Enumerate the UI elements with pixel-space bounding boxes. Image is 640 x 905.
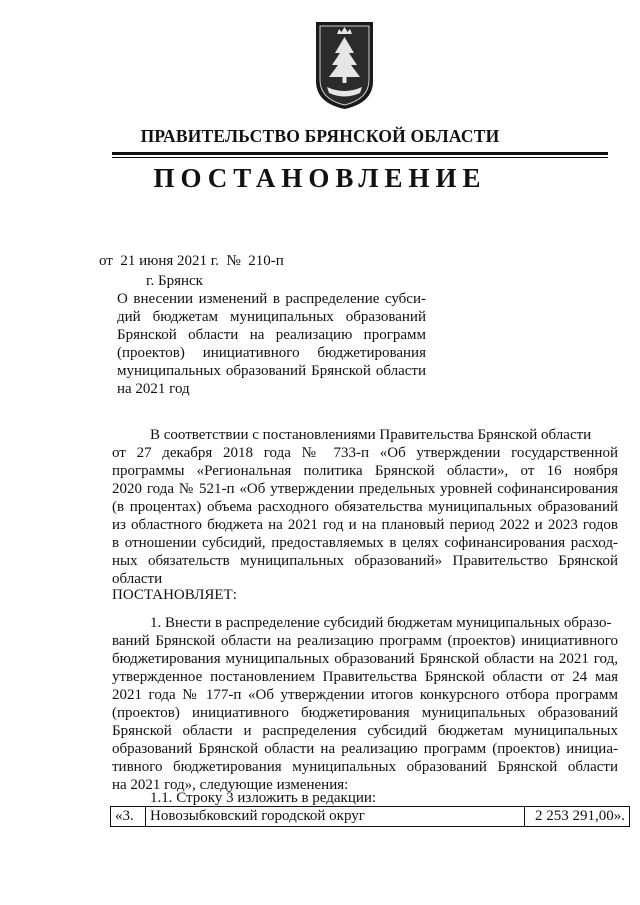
coat-of-arms-emblem <box>313 19 376 111</box>
document-title: ПОСТАНОВЛЕНИЕ <box>153 163 487 193</box>
item-1-paragraph <box>112 614 618 794</box>
preamble-line: В соответствии с постановлениями Правительства Брянской области <box>150 427 592 443</box>
item-1-line: утвержденное постановлением Правительства Брянской области от 24 мая <box>112 669 618 685</box>
row-number-cell: «3. <box>111 807 146 827</box>
document-subject <box>117 290 426 398</box>
decree-word: ПОСТАНОВЛЯЕТ: <box>112 587 237 603</box>
item-1-line: Брянской области и распределения субсидий бюджетам муниципальных <box>112 723 618 739</box>
subject-line: (проектов) инициативного бюджетирования <box>117 345 426 361</box>
municipality-cell: Новозыбковский городской округ <box>146 807 525 827</box>
amount-cell: 2 253 291,00». <box>525 807 630 827</box>
preamble-line: области <box>112 571 163 587</box>
item-1-line: тивного бюджетирования муниципальных образований Брянской области <box>112 759 618 775</box>
item-1-line: ваний Брянской области на реализацию программ (проектов) инициативного <box>112 633 618 649</box>
city: г. Брянск <box>146 273 203 289</box>
date-line <box>99 253 284 270</box>
item-1-line: 2021 года № 177-п «Об утверждении итогов конкурсного отбора программ <box>112 687 618 703</box>
table-row <box>111 807 630 827</box>
subject-line: О внесении изменений в распределение субси- <box>117 291 426 307</box>
preamble-line: в отношении субсидий, предоставляемых в целях софинансирования расход- <box>112 535 618 551</box>
organization-name: ПРАВИТЕЛЬСТВО БРЯНСКОЙ ОБЛАСТИ <box>140 126 500 146</box>
item-1-line: образований Брянской области на реализацию программ (проектов) инициа- <box>112 741 618 757</box>
item-1-line: бюджетирования муниципальных образований Брянской области на 2021 год, <box>112 651 618 667</box>
number-sign: № <box>226 253 241 269</box>
item-1-line: 1. Внести в распределение субсидий бюджетам муниципальных образо- <box>150 615 612 631</box>
preamble-line: 2020 года № 521-п «Об утверждении предельных уровней софинансирования <box>112 481 618 497</box>
preamble-line: от 27 декабря 2018 года № 733-п «Об утверждении государственной <box>112 445 618 461</box>
preamble-line: ных обязательств муниципальных образований» Правительство Брянской <box>112 553 618 569</box>
date-prefix: от <box>99 253 113 269</box>
subitem-1-1: 1.1. Строку 3 изложить в редакции: <box>150 790 377 806</box>
header-rule-thick <box>112 152 608 155</box>
document-number: 210-п <box>248 253 284 269</box>
header-rule-thin <box>112 157 608 158</box>
amendment-table <box>110 806 630 827</box>
subject-line: муниципальных образований Брянской области <box>117 363 426 379</box>
item-1-line: (проектов) инициативного бюджетирования муниципальных образований <box>112 705 618 721</box>
preamble-line: из областного бюджета на 2021 год и на плановый период 2022 и 2023 годов <box>112 517 618 533</box>
item-1-line: на 2021 год», следующие изменения: <box>112 777 349 793</box>
subject-line: Брянской области на реализацию программ <box>117 327 426 343</box>
preamble-paragraph <box>112 426 618 588</box>
subject-line: дий бюджетам муниципальных образований <box>117 309 426 325</box>
document-date: 21 июня 2021 г. <box>120 253 219 269</box>
preamble-line: программы «Региональная политика Брянской области», от 16 ноября <box>112 463 618 479</box>
preamble-line: (в процентах) объема расходного обязательства муниципальных образований <box>112 499 618 515</box>
subject-line: на 2021 год <box>117 381 190 397</box>
